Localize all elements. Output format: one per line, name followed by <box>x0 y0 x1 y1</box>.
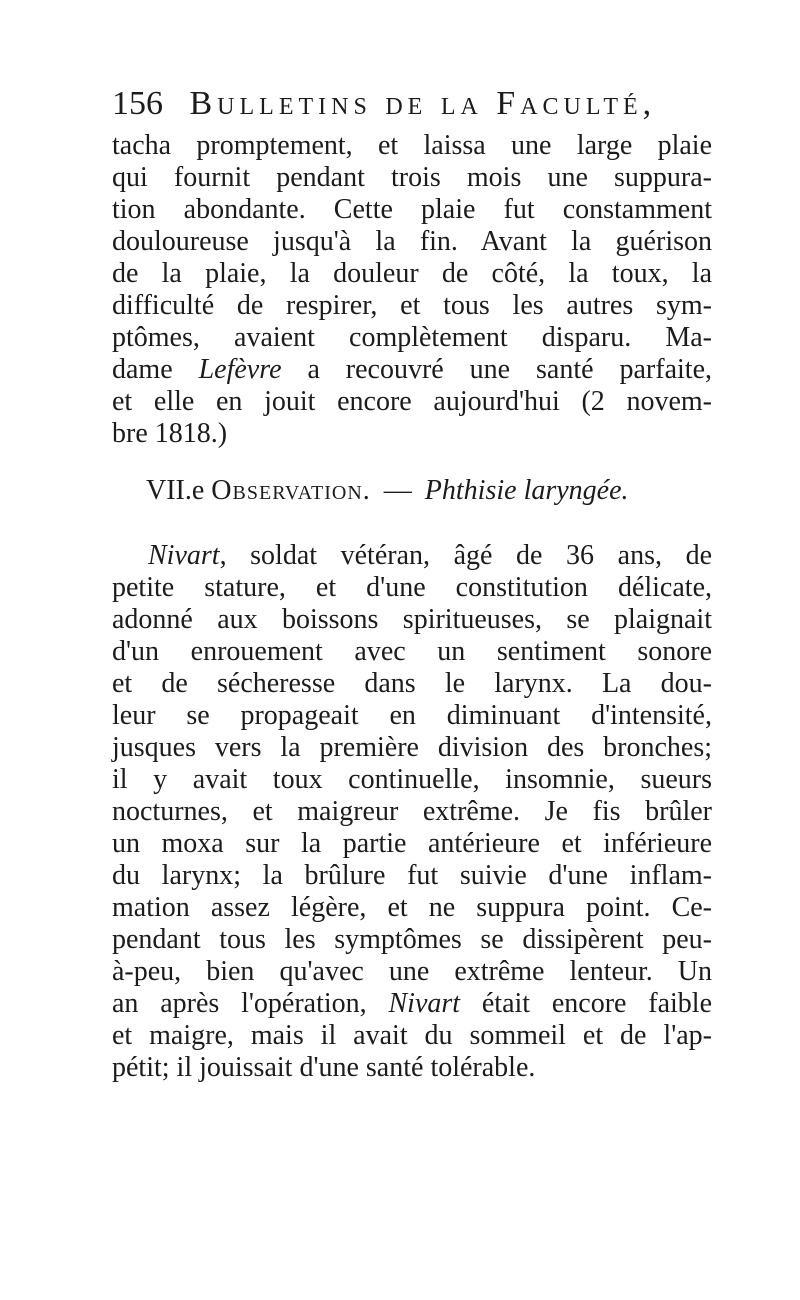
paragraph-line: et elle en jouit encore aujourd'hui (2 novem- <box>112 386 712 417</box>
paragraph-line <box>112 540 712 572</box>
person-name: Lefèvre <box>198 354 282 385</box>
paragraph-line: bre 1818.) <box>112 418 228 449</box>
paragraph-line: jusques vers la première division des bronches; <box>112 732 712 763</box>
paragraph-line: difficulté de respirer, et tous les autres sym- <box>112 290 712 321</box>
paragraph-line: mation assez légère, et ne suppura point. Ce- <box>112 892 712 923</box>
paragraph-line: d'un enrouement avec un sentiment sonore <box>112 636 712 667</box>
text-segment: , soldat vétéran, âgé de 36 ans, de <box>219 540 712 571</box>
paragraph-line: un moxa sur la partie antérieure et inférieure <box>112 828 712 859</box>
paragraph-line: qui fournit pendant trois mois une suppura- <box>112 162 712 193</box>
paragraph-2 <box>112 540 712 1084</box>
page-number: 156 <box>112 85 163 122</box>
paragraph-line: de la plaie, la douleur de côté, la toux, la <box>112 258 712 289</box>
paragraph-line: tion abondante. Cette plaie fut constamment <box>112 194 712 225</box>
paragraph-line: douloureuse jusqu'à la fin. Avant la guérison <box>112 226 712 257</box>
running-head <box>112 84 657 124</box>
paragraph-line <box>112 988 712 1020</box>
section-label: Observation. <box>211 475 371 506</box>
paragraph-line: du larynx; la brûlure fut suivie d'une inflam- <box>112 860 712 891</box>
paragraph-line: ptômes, avaient complètement disparu. Ma- <box>112 322 712 353</box>
paragraph-line: leur se propageait en diminuant d'intensité, <box>112 700 712 731</box>
section-dash: — <box>383 475 412 506</box>
paragraph-line: et maigre, mais il avait du sommeil et de l'ap- <box>112 1020 712 1051</box>
paragraph-line: il y avait toux continuelle, insomnie, sueurs <box>112 764 712 795</box>
text-segment: an après l'opération, <box>112 988 367 1019</box>
section-title: Phthisie laryngée. <box>424 475 629 506</box>
running-title: Bulletins de la Faculté, <box>189 85 657 122</box>
paragraph-line: pendant tous les symptômes se dissipèrent peu- <box>112 924 712 955</box>
paragraph-line: adonné aux boissons spiritueuses, se plaignait <box>112 604 712 635</box>
paragraph-1 <box>112 130 712 450</box>
text-segment: a recouvré une santé parfaite, <box>307 354 712 385</box>
person-name: Nivart <box>388 988 461 1019</box>
paragraph-line <box>112 354 712 386</box>
text-segment: était encore faible <box>481 988 713 1019</box>
section-heading <box>146 474 706 508</box>
section-number: VII.e <box>146 475 205 506</box>
paragraph-line: nocturnes, et maigreur extrême. Je fis brûler <box>112 796 712 827</box>
text-segment: dame <box>112 354 173 385</box>
paragraph-line: et de sécheresse dans le larynx. La dou- <box>112 668 712 699</box>
paragraph-line: à-peu, bien qu'avec une extrême lenteur. Un <box>112 956 712 987</box>
paragraph-line: petite stature, et d'une constitution délicate, <box>112 572 712 603</box>
person-name: Nivart <box>148 540 220 571</box>
paragraph-line: tacha promptement, et laissa une large plaie <box>112 130 712 161</box>
paragraph-line: pétit; il jouissait d'une santé tolérable. <box>112 1052 536 1083</box>
